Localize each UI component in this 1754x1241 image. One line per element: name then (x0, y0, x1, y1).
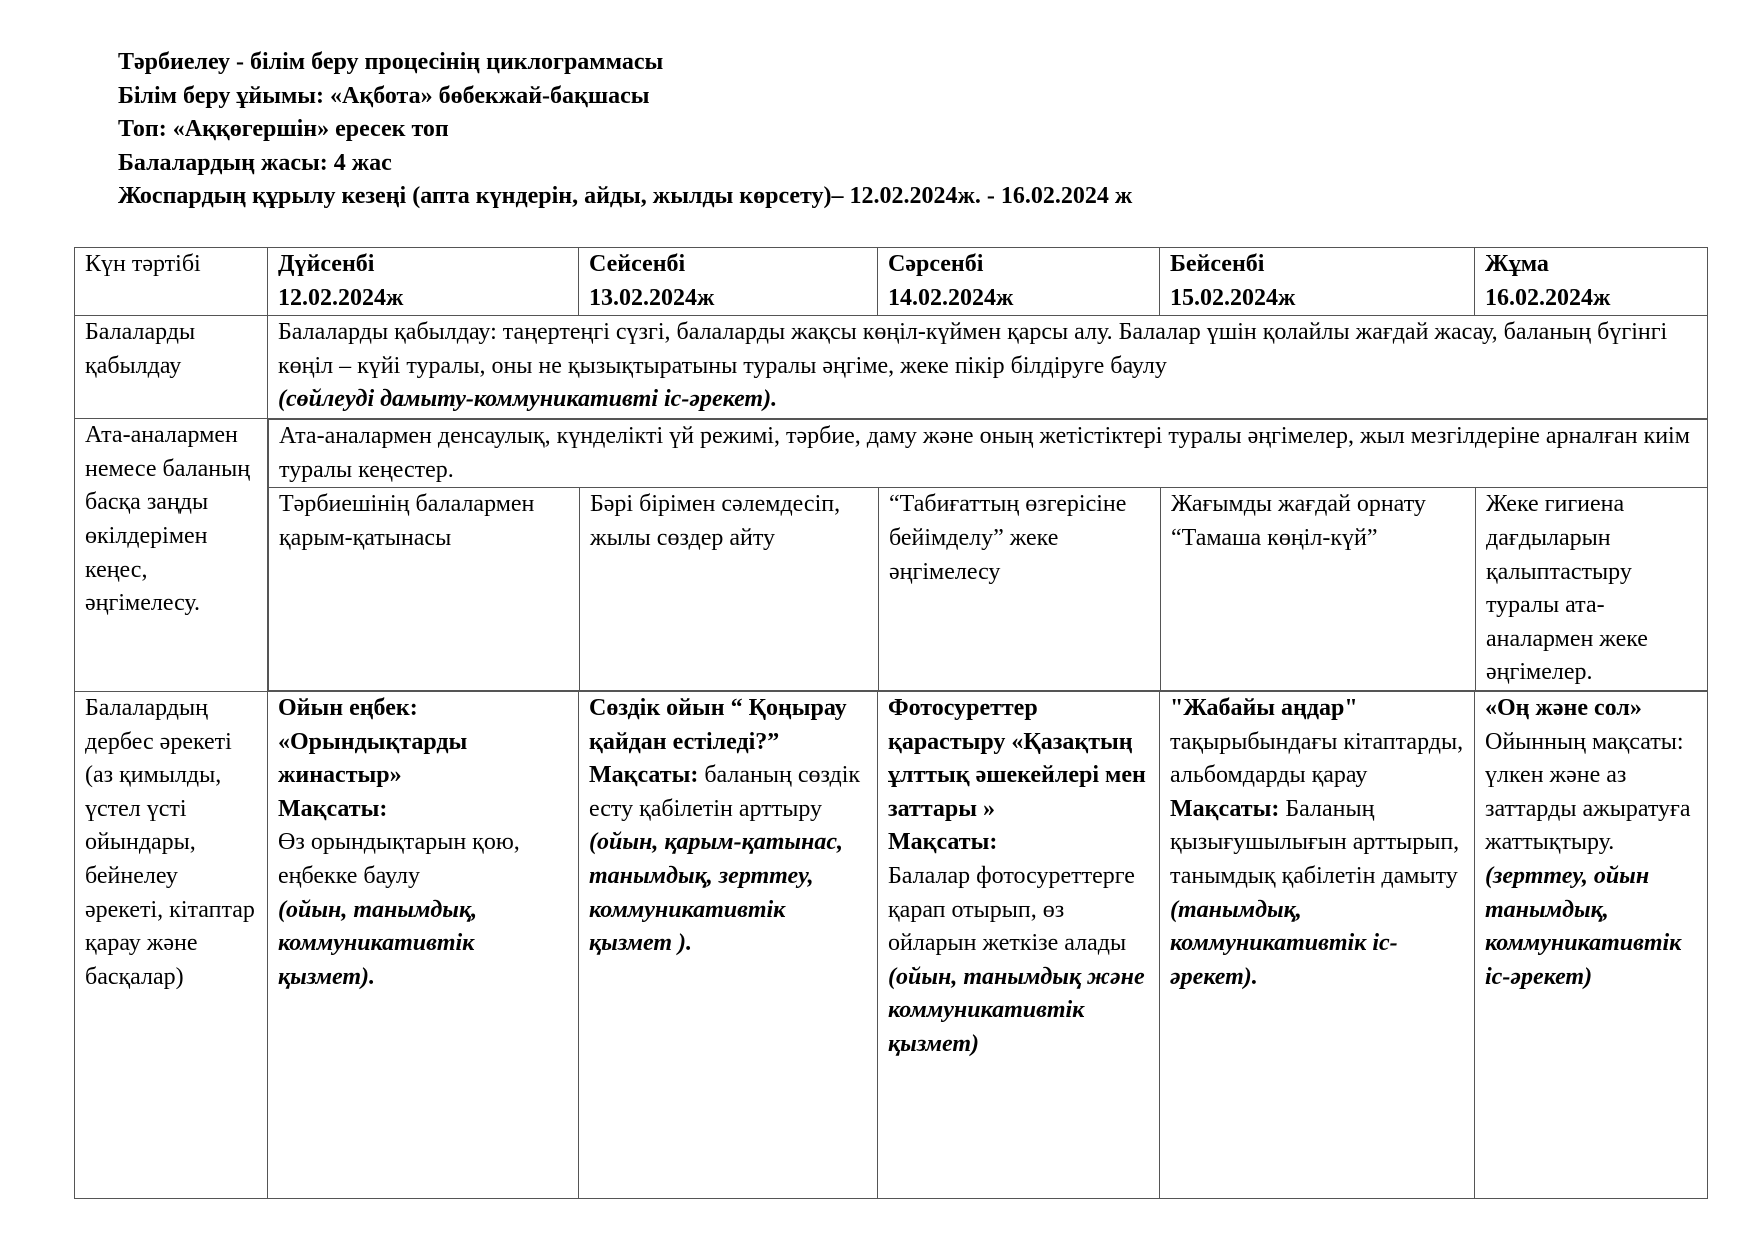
day-header-tuesday: Сейсенбі 13.02.2024ж (579, 248, 878, 316)
document-title: Тәрбиелеу - білім беру процесінің циклограммасы (118, 49, 664, 75)
age-line: Балалардың жасы: 4 жас (118, 149, 392, 176)
parents-label: Ата-аналармен немесе баланың басқа заңды өкілдерімен кеңес, әңгімелесу. (75, 419, 268, 692)
parents-content (268, 419, 1708, 692)
parents-monday: Тәрбиешінің балалармен қарым-қатынасы (269, 488, 580, 691)
reception-label: Балаларды қабылдау (75, 316, 268, 419)
reception-text: Балаларды қабылдау: таңертеңгі сүзгі, балаларды жақсы көңіл-күймен қарсы алу. Балалар үшін қолайлы жағдай жасау, баланың бүгінгі көңіл – күйі туралы, оны не қызықтыратыны туралы әңгіме, жеке пікір білдіруге баулу (сөйлеуді дамыту-коммуникативті іс-әрекет). (268, 316, 1708, 419)
organization-line: Білім беру ұйымы: «Ақбота» бөбекжай-бақшасы (118, 82, 650, 109)
document-header (118, 46, 1132, 214)
independent-wednesday: Фотосуреттер қарастыру «Қазақтың ұлттық әшекейлері мен заттары » Мақсаты: Балалар фотосуреттерге қарап отырып, өз ойларын жеткізе алады (ойын, танымдық және коммуникативтік қызмет) (878, 691, 1160, 1198)
period-line: Жоспардың құрылу кезеңі (апта күндерін, айды, жылды көрсету)– 12.02.2024ж. - 16.02.2024 ж (118, 183, 1133, 209)
corner-cell: Күн тәртібі (75, 248, 268, 316)
group-line: Топ: «Аққөгершін» ересек топ (118, 116, 449, 142)
parents-friday: Жеке гигиена дағдыларын қалыптастыру туралы ата-аналармен жеке әңгімелер. (1476, 488, 1708, 691)
parents-tuesday: Бәрі бірімен сәлемдесіп, жылы сөздер айту (580, 488, 879, 691)
independent-row (75, 691, 1708, 1198)
independent-label: Балалардың дербес әрекеті (аз қимылды, үстел үсті ойындары, бейнелеу әрекеті, кітаптар қарау және басқалар) (75, 691, 268, 1198)
parents-wednesday: “Табиғаттың өзгерісіне бейімделу” жеке әңгімелесу (879, 488, 1161, 691)
independent-friday: «Оң және сол» Ойынның мақсаты: үлкен және аз заттарды ажыратуға жаттықтыру. (зерттеу, ойын танымдық, коммуникативтік іс-әрекет) (1475, 691, 1708, 1198)
table-header-row (75, 248, 1708, 316)
day-header-wednesday: Сәрсенбі 14.02.2024ж (878, 248, 1160, 316)
parents-thursday: Жағымды жағдай орнату “Тамаша көңіл-күй” (1161, 488, 1476, 691)
day-header-friday: Жұма 16.02.2024ж (1475, 248, 1708, 316)
cyclogram-table (74, 247, 1708, 1199)
independent-tuesday: Сөздік ойын “ Қоңырау қайдан естіледі?” Мақсаты: баланың сөздік есту қабілетін арттыру (ойын, қарым-қатынас, танымдық, зерттеу, коммуникативтік қызмет ). (579, 691, 878, 1198)
independent-thursday: "Жабайы аңдар" тақырыбындағы кітаптарды, альбомдарды қарау Мақсаты: Баланың қызығушылығын арттырып, танымдық қабілетін дамыту (танымдық, коммуникативтік іс-әрекет). (1160, 691, 1475, 1198)
reception-row (75, 316, 1708, 419)
parents-common-text: Ата-аналармен денсаулық, күнделікті үй режимі, тәрбие, даму және оның жетістіктері туралы әңгімелер, жыл мезгілдеріне арналған киім туралы кеңестер. (269, 420, 1708, 488)
parents-row (75, 419, 1708, 692)
day-header-thursday: Бейсенбі 15.02.2024ж (1160, 248, 1475, 316)
independent-monday: Ойын еңбек: «Орындықтарды жинастыр» Мақсаты: Өз орындықтарын қою, еңбекке баулу (ойын, танымдық, коммуникативтік қызмет). (268, 691, 579, 1198)
day-header-monday: Дүйсенбі 12.02.2024ж (268, 248, 579, 316)
